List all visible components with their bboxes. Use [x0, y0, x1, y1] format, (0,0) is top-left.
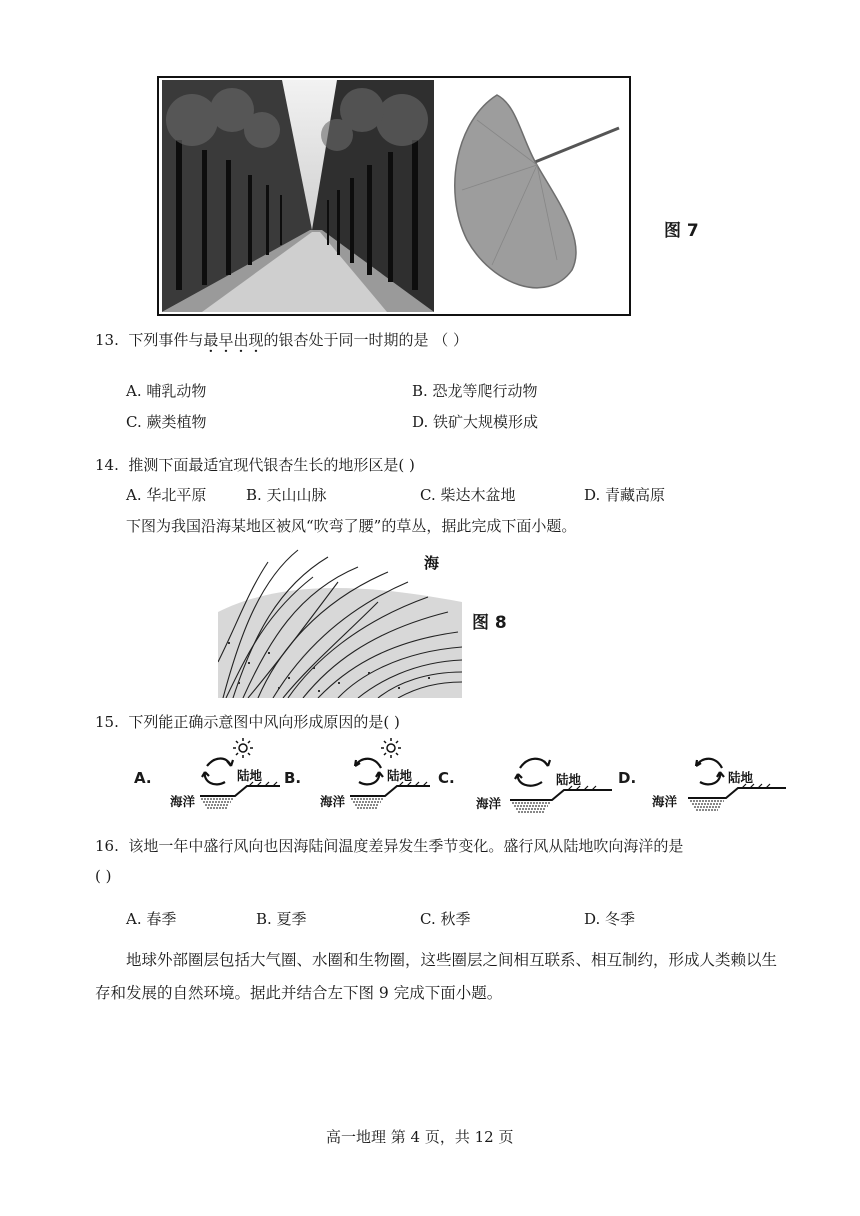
diagram-b [315, 736, 430, 816]
option-14-d: D. 青藏高原 [584, 486, 666, 504]
stem-text: 该地一年中盛行风向也因海陆间温度差异发生季节变化。盛行风从陆地吹向海洋的是 [128, 837, 684, 855]
ocean-label: 海洋 [652, 794, 678, 809]
page-footer: 高一地理 第 4 页，共 12 页 [326, 1128, 514, 1146]
figure-8-label: 图 8 [472, 613, 507, 633]
question-16-stem-line2: ( ) [95, 867, 112, 885]
stem-text: 下列事件与 [128, 331, 204, 349]
ocean-label: 海洋 [170, 794, 196, 809]
stem-text: 下列能正确示意图中风向形成原因的是( ) [128, 713, 400, 731]
diagram-a [165, 736, 280, 816]
land-label: 陆地 [728, 770, 754, 785]
land-label: 陆地 [237, 768, 263, 783]
option-13-a: A. 哺乳动物 [126, 382, 207, 400]
ocean-label: 海洋 [320, 794, 346, 809]
windblown-grass-image [218, 542, 462, 698]
figure-7-frame [157, 76, 631, 316]
option-16-d: D. 冬季 [584, 910, 636, 928]
figure-9-intro: 地球外部圈层包括大气圈、水圈和生物圈，这些圈层之间相互联系、相互制约，形成人类赖以生存和发展的自然环境。据此并结合左下图 9 完成下面小题。 [95, 951, 778, 1002]
question-number: 15. [95, 713, 119, 731]
emphasis-char: 最 [203, 331, 219, 349]
option-13-c: C. 蕨类植物 [126, 413, 207, 431]
option-16-a: A. 春季 [126, 910, 177, 928]
emphasis-char: 早 [218, 331, 234, 349]
diagram-b-letter: B. [284, 769, 302, 787]
option-14-a: A. 华北平原 [126, 486, 207, 504]
question-number: 16. [95, 837, 119, 855]
option-13-d: D. 铁矿大规模形成 [412, 413, 539, 431]
ginkgo-avenue-photo [162, 80, 434, 312]
question-number: 14. [95, 456, 119, 474]
ocean-label: 海洋 [476, 796, 502, 811]
figure-8-intro: 下图为我国沿海某地区被风“吹弯了腰”的草丛，据此完成下面小题。 [126, 517, 577, 535]
stem-text: 的银杏处于同一时期的是 （ ） [263, 331, 469, 349]
moon-icon [728, 740, 737, 758]
emphasis-char: 出 [233, 331, 249, 349]
land-label: 陆地 [556, 772, 582, 787]
question-15-stem [95, 712, 400, 732]
stem-text: 推测下面最适宜现代银杏生长的地形区是( ) [128, 456, 415, 474]
figure-7-label: 图 7 [664, 221, 699, 241]
diagram-c [472, 736, 612, 816]
ginkgo-leaf-image [437, 80, 627, 312]
emphasis-char: 现 [248, 331, 264, 349]
diagram-d-letter: D. [618, 769, 637, 787]
question-14-stem [95, 455, 415, 475]
option-14-b: B. 天山山脉 [246, 486, 327, 504]
diagram-a-letter: A. [134, 769, 152, 787]
sun-icon [233, 738, 253, 758]
diagram-c-letter: C. [438, 769, 455, 787]
question-13-stem [95, 330, 468, 350]
option-13-b: B. 恐龙等爬行动物 [412, 382, 538, 400]
diagram-d [650, 736, 790, 816]
moon-icon [554, 740, 563, 758]
sun-icon [381, 738, 401, 758]
land-label: 陆地 [387, 768, 413, 783]
question-16-stem [95, 836, 683, 856]
option-16-b: B. 夏季 [256, 910, 307, 928]
sea-label: 海 [424, 554, 440, 572]
question-number: 13. [95, 331, 119, 349]
option-14-c: C. 柴达木盆地 [420, 486, 516, 504]
option-16-c: C. 秋季 [420, 910, 471, 928]
